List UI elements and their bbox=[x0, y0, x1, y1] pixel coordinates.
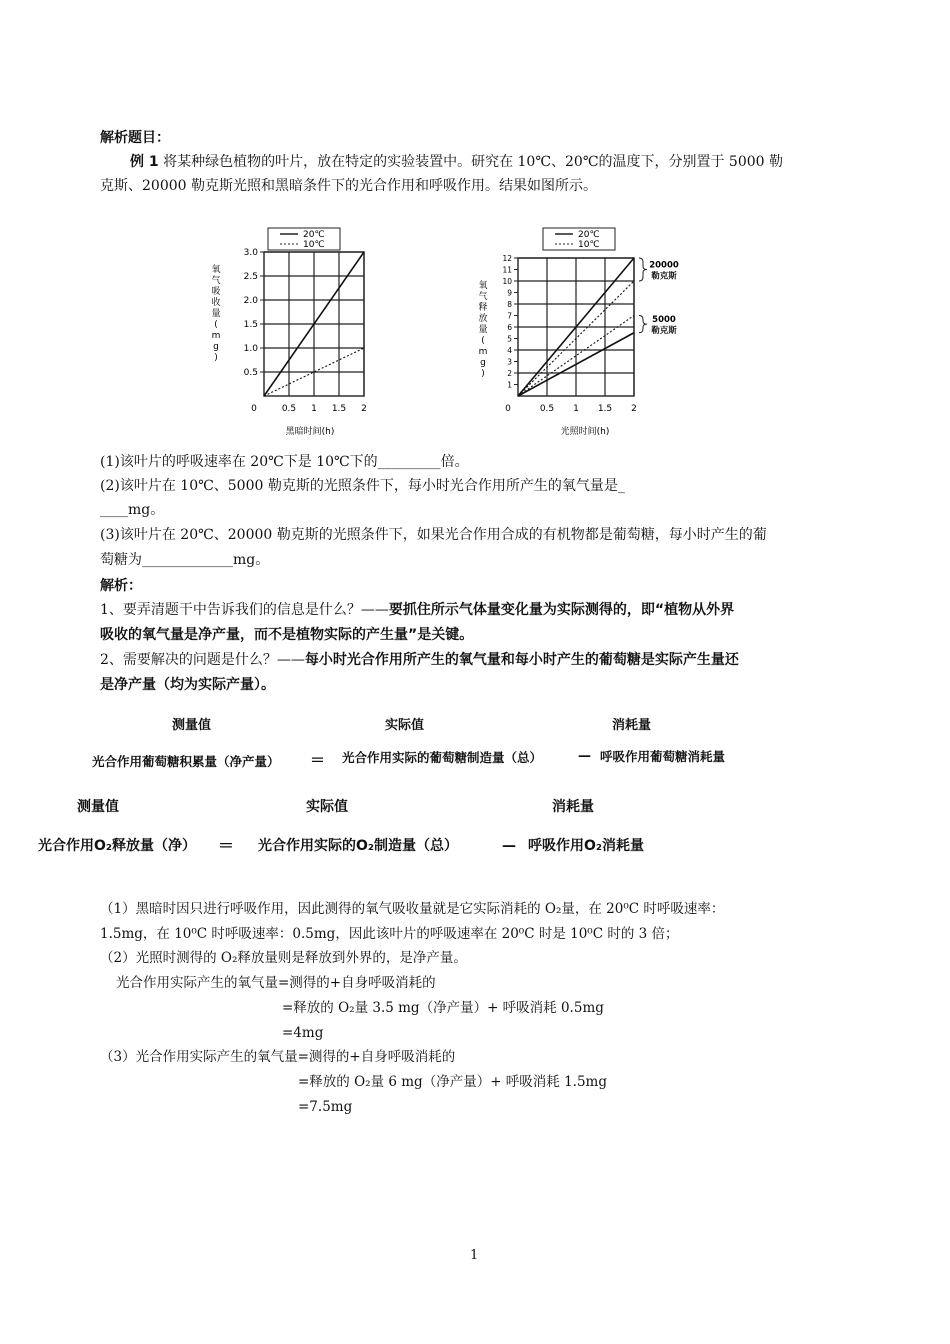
y-tick-label: 4 bbox=[507, 346, 512, 355]
y-tick-label: 10 bbox=[502, 277, 512, 286]
y-tick-label: 1.0 bbox=[243, 344, 258, 354]
y-tick-label: 0.5 bbox=[243, 368, 258, 378]
formula2-left: 光合作用O₂释放量（净） bbox=[38, 838, 197, 854]
formula2-right: 呼吸作用O₂消耗量 bbox=[528, 838, 645, 854]
formula1-header-measured: 测量值 bbox=[172, 718, 212, 733]
solution-3-line-2: =释放的 O₂量 6 mg（净产量）+ 呼吸消耗 1.5mg bbox=[298, 1074, 608, 1090]
x-axis-label: 光照时间(h) bbox=[560, 427, 610, 437]
question-2-line-1: (2)该叶片在 10℃、5000 勒克斯的光照条件下，每小时光合作用所产生的氧气量是_ bbox=[100, 478, 625, 494]
solution-3-line-3: =7.5mg bbox=[298, 1099, 353, 1115]
section-heading: 解析题目： bbox=[100, 130, 170, 146]
formula1-header-actual: 实际值 bbox=[385, 718, 425, 733]
legend-20c: 20℃ bbox=[578, 230, 600, 240]
solution-2-line-4: =4mg bbox=[282, 1025, 324, 1041]
question-2-line-2: ____mg。 bbox=[100, 502, 165, 518]
group-label-unit: 勒克斯 bbox=[651, 271, 677, 282]
example-line-1 bbox=[130, 152, 783, 172]
y-tick-label: 6 bbox=[507, 323, 512, 332]
x-tick-label: 0.5 bbox=[281, 404, 297, 414]
solution-2-line-2: 光合作用实际产生的氧气量=测得的+自身呼吸消耗的 bbox=[116, 975, 436, 991]
chart-light-o2-release bbox=[465, 222, 700, 442]
formula2-header-measured: 测量值 bbox=[77, 799, 119, 815]
x-tick-label: 0.5 bbox=[539, 404, 555, 414]
origin-label: 0 bbox=[251, 404, 257, 414]
y-tick-label: 1.5 bbox=[243, 320, 258, 330]
analysis-point-2-line-2: 是净产量（均为实际产量）。 bbox=[100, 677, 275, 693]
group-label-unit: 勒克斯 bbox=[651, 326, 677, 337]
legend-20c: 20℃ bbox=[303, 230, 325, 240]
formula1-middle: 光合作用实际的葡萄糖制造量（总） bbox=[342, 750, 543, 765]
legend-10c: 10℃ bbox=[578, 240, 600, 250]
example-label: 例 1 bbox=[130, 154, 159, 170]
y-tick-label: 2.5 bbox=[243, 272, 258, 282]
x-tick-label: 1 bbox=[311, 404, 317, 414]
formula1-right: 呼吸作用葡萄糖消耗量 bbox=[600, 749, 726, 764]
chart-legend bbox=[543, 228, 615, 250]
y-tick-label: 2.0 bbox=[243, 296, 258, 306]
analysis-point-1-bold: 要抓住所示气体量变化量为实际测得的，即“植物从外界 bbox=[388, 602, 735, 618]
solution-3-line-1: （3）光合作用实际产生的氧气量=测得的+自身呼吸消耗的 bbox=[100, 1049, 456, 1065]
x-tick-label: 1.5 bbox=[331, 404, 347, 414]
legend-10c: 10℃ bbox=[303, 240, 325, 250]
formula2-minus: — bbox=[502, 838, 516, 854]
group-label-value: 5000 bbox=[652, 315, 676, 326]
x-axis-label: 黑暗时间(h) bbox=[285, 427, 335, 437]
y-tick-label: 12 bbox=[502, 254, 512, 263]
chart-legend bbox=[268, 228, 340, 250]
solution-1-line-1: （1）黑暗时因只进行呼吸作用，因此测得的氧气吸收量就是它实际消耗的 O₂量，在 20⁰C 时呼吸速率： bbox=[100, 901, 725, 917]
question-3-line-1: (3)该叶片在 20℃、20000 勒克斯的光照条件下，如果光合作用合成的有机物都是葡萄糖，每小时产生的葡 bbox=[100, 527, 767, 543]
analysis-point-2-prefix: 2、需要解决的问题是什么？—— bbox=[100, 652, 305, 668]
question-1: (1)该叶片的呼吸速率在 20℃下是 10℃下的_________倍。 bbox=[100, 454, 469, 470]
y-axis-label: 氧气释放量( m g ) bbox=[478, 281, 488, 379]
analysis-point-1-line-2: 吸收的氧气量是净产量，而不是植物实际的产生量”是关键。 bbox=[100, 627, 474, 643]
solution-2-line-1: （2）光照时测得的 O₂释放量则是释放到外界的，是净产量。 bbox=[100, 950, 467, 966]
page-number: 1 bbox=[470, 1248, 479, 1263]
formula1-left: 光合作用葡萄糖积累量（净产量） bbox=[92, 754, 280, 769]
y-tick-label: 3.0 bbox=[243, 248, 258, 258]
formula2-header-consumed: 消耗量 bbox=[552, 799, 594, 815]
example-line-2: 克斯、20000 勒克斯光照和黑暗条件下的光合作用和呼吸作用。结果如图所示。 bbox=[100, 178, 597, 194]
analysis-heading: 解析： bbox=[100, 578, 142, 594]
y-tick-label: 5 bbox=[507, 334, 512, 344]
formula2-middle: 光合作用实际的O₂制造量（总） bbox=[258, 838, 459, 854]
y-tick-label: 11 bbox=[502, 265, 512, 275]
formula1-equals: ＝ bbox=[310, 751, 326, 769]
y-axis-label: 氧气吸收量( m g ) bbox=[211, 265, 221, 363]
y-tick-label: 9 bbox=[507, 288, 512, 298]
solution-1-line-2: 1.5mg，在 10⁰C 时呼吸速率：0.5mg，因此该叶片的呼吸速率在 20⁰C 时是 10⁰C 时的 3 倍； bbox=[100, 926, 679, 942]
analysis-point-1-prefix: 1、要弄清题干中告诉我们的信息是什么？—— bbox=[100, 602, 389, 618]
question-3-line-2: 萄糖为_____________mg。 bbox=[100, 552, 270, 568]
x-tick-label: 2 bbox=[361, 404, 367, 414]
y-tick-label: 2 bbox=[507, 369, 512, 378]
formula2-header-actual: 实际值 bbox=[306, 799, 348, 815]
origin-label: 0 bbox=[505, 404, 511, 414]
analysis-point-2-bold: 每小时光合作用所产生的氧气量和每小时产生的葡萄糖是实际产生量还 bbox=[304, 652, 739, 668]
group-brace bbox=[639, 316, 647, 333]
formula1-minus: — bbox=[578, 749, 591, 764]
group-brace bbox=[639, 258, 647, 281]
solution-2-line-3: =释放的 O₂量 3.5 mg（净产量）+ 呼吸消耗 0.5mg bbox=[282, 1000, 604, 1016]
x-tick-label: 1 bbox=[573, 404, 579, 414]
x-tick-label: 1.5 bbox=[597, 404, 613, 414]
group-label-value: 20000 bbox=[649, 260, 679, 271]
y-tick-label: 3 bbox=[507, 357, 512, 367]
example-text-1: 将某种绿色植物的叶片，放在特定的实验装置中。研究在 10℃、20℃的温度下，分别置于 5000 勒 bbox=[158, 154, 784, 170]
y-tick-label: 7 bbox=[507, 311, 512, 321]
chart-ticks bbox=[244, 248, 367, 414]
analysis-point-2 bbox=[100, 650, 739, 670]
formula2-equals: ＝ bbox=[218, 836, 235, 855]
chart-group-labels bbox=[639, 258, 679, 336]
x-tick-label: 2 bbox=[631, 404, 637, 414]
analysis-point-1 bbox=[100, 600, 734, 620]
formula1-header-consumed: 消耗量 bbox=[612, 718, 652, 733]
y-tick-label: 1 bbox=[507, 380, 512, 390]
y-tick-label: 8 bbox=[507, 300, 512, 309]
chart-dark-respiration bbox=[200, 222, 400, 442]
